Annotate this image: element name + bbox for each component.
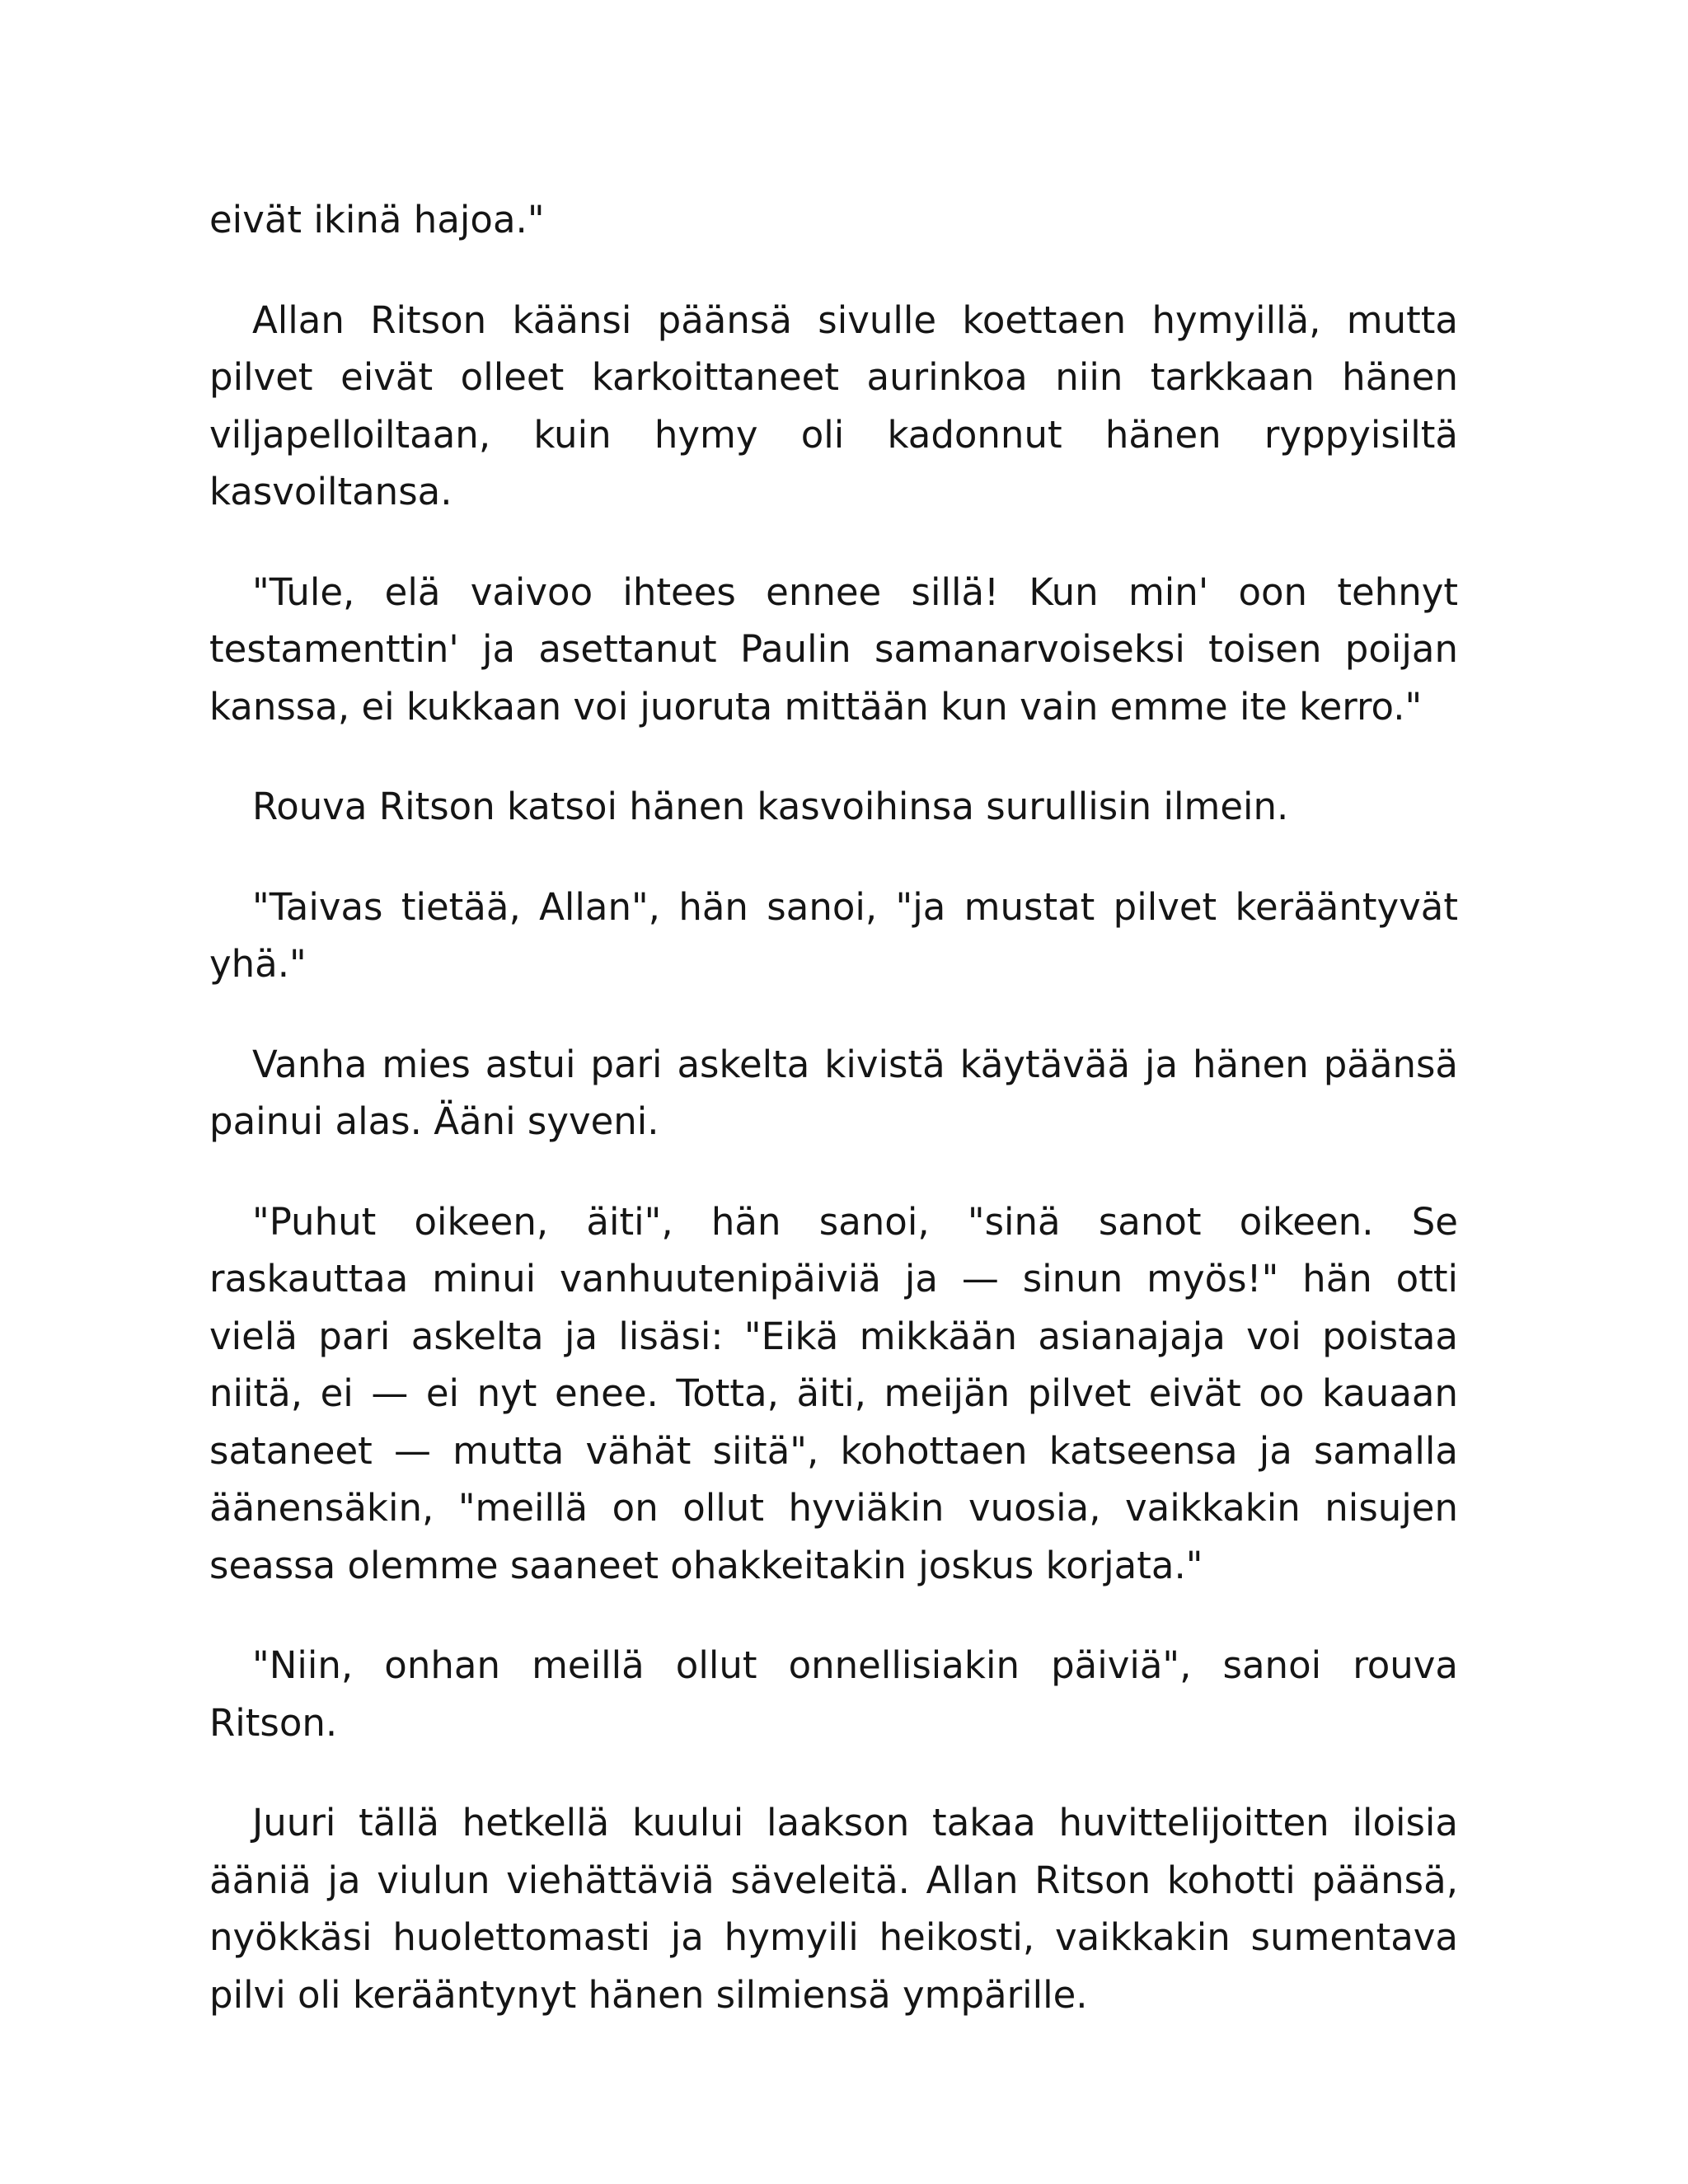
paragraph-9: Juuri tällä hetkellä kuului laakson takaa huvittelijoitten iloisia ääniä ja viulun viehättäviä säveleitä. Allan Ritson kohotti päänsä, nyökkäsi huolettomasti ja hymyili heikosti, vaikkakin sumentava pilvi oli kerääntynyt hänen silmiensä ympärille.: [209, 1801, 1458, 2017]
paragraph-2: Allan Ritson käänsi päänsä sivulle koettaen hymyillä, mutta pilvet eivät olleet karkoittaneet aurinkoa niin tarkkaan hänen viljapelloiltaan, kuin hymy oli kadonnut hänen ryppyisiltä kasvoiltansa.: [209, 298, 1458, 513]
book-page: [209, 191, 1458, 2066]
paragraph-1: eivät ikinä hajoa.": [209, 198, 545, 241]
paragraph-6: Vanha mies astui pari askelta kivistä käytävää ja hänen päänsä painui alas. Ääni syveni.: [209, 1042, 1458, 1143]
paragraph-8: "Niin, onhan meillä ollut onnellisiakin päiviä", sanoi rouva Ritson.: [209, 1643, 1458, 1745]
paragraph-7: "Puhut oikeen, äiti", hän sanoi, "sinä sanot oikeen. Se raskauttaa minui vanhuutenipäiviä ja — sinun myös!" hän otti vielä pari askelta ja lisäsi: "Eikä mikkään asianajaja voi poistaa niitä, ei — ei nyt enee. Totta, äiti, meijän pilvet eivät oo kauaan sataneet — mutta vähät siitä", kohottaen katseensa ja samalla äänensäkin, "meillä on ollut hyviäkin vuosia, vaikkakin nisujen seassa olemme saaneet ohakkeitakin joskus korjata.": [209, 1199, 1458, 1587]
paragraph-3: "Tule, elä vaivoo ihtees ennee sillä! Kun min' oon tehnyt testamenttin' ja asettanut Paulin samanarvoiseksi toisen poijan kanssa, ei kukkaan voi juoruta mittään kun vain emme ite kerro.": [209, 569, 1458, 729]
paragraph-4: Rouva Ritson katsoi hänen kasvoihinsa surullisin ilmein.: [252, 785, 1289, 828]
paragraph-5: "Taivas tietää, Allan", hän sanoi, "ja mustat pilvet kerääntyvät yhä.": [209, 884, 1458, 986]
